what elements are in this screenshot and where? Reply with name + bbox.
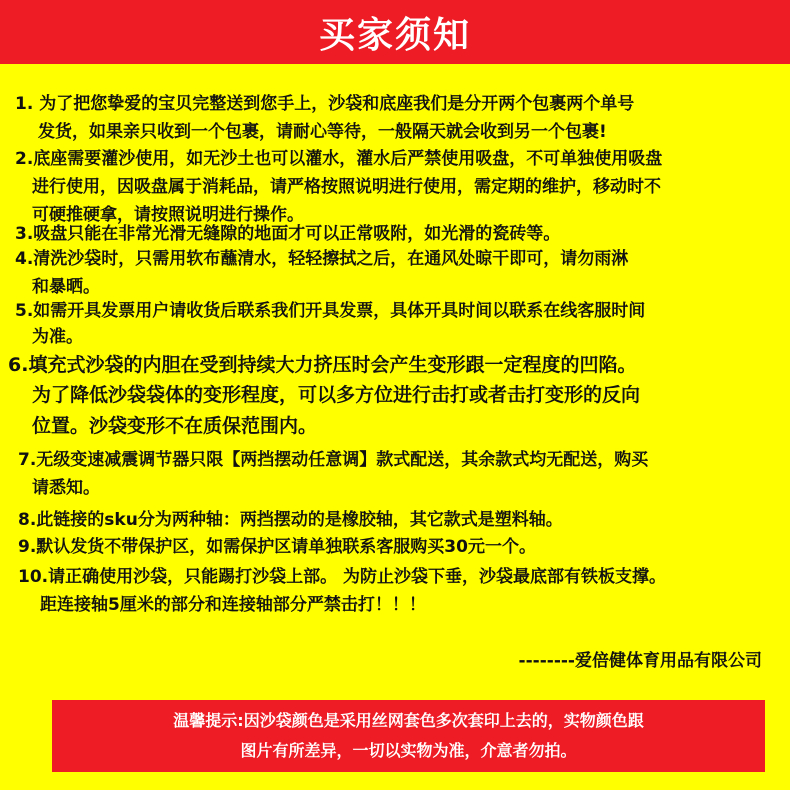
notice-line: 为了降低沙袋袋体的变形程度，可以多方位进行击打或者击打变形的反向 — [32, 384, 641, 406]
notice-line: 8.此链接的sku分为两种轴：两挡摆动的是橡胶轴，其它款式是塑料轴。 — [18, 510, 563, 530]
notice-line: 6.填充式沙袋的内胆在受到持续大力挤压时会产生变形跟一定程度的凹陷。 — [8, 354, 637, 376]
notice-line: 3.吸盘只能在非常光滑无缝隙的地面才可以正常吸附，如光滑的瓷砖等。 — [15, 224, 561, 244]
notice-line: 9.默认发货不带保护区，如需保护区请单独联系客服购买30元一个。 — [18, 537, 536, 557]
notice-line: 可硬推硬拿，请按照说明进行操作。 — [32, 205, 304, 225]
notice-line: 位置。沙袋变形不在质保范围内。 — [32, 415, 318, 437]
tip-line-1: 温馨提示:因沙袋颜色是采用丝网套色多次套印上去的，实物颜色跟 — [173, 711, 644, 730]
tip-line-2: 图片有所差异，一切以实物为准，介意者勿拍。 — [240, 741, 577, 760]
notice-line: 4.清洗沙袋时，只需用软布蘸清水，轻轻擦拭之后，在通风处晾干即可，请勿雨淋 — [15, 249, 629, 269]
notice-line: 和暴晒。 — [32, 277, 100, 297]
header-banner — [0, 0, 790, 64]
notice-line: 7.无级变速减震调节器只限【两挡摆动任意调】款式配送，其余款式均无配送，购买 — [18, 450, 649, 470]
company-signature: --------爱倍健体育用品有限公司 — [518, 651, 762, 671]
warm-tip-box — [52, 700, 765, 772]
notice-line: 5.如需开具发票用户请收货后联系我们开具发票，具体开具时间以联系在线客服时间 — [15, 301, 646, 321]
notice-line: 请悉知。 — [32, 478, 100, 498]
page-title: 买家须知 — [318, 14, 471, 56]
notice-line: 1. 为了把您挚爱的宝贝完整送到您手上，沙袋和底座我们是分开两个包裹两个单号 — [15, 94, 635, 114]
notice-line: 为准。 — [32, 327, 83, 347]
notice-line: 距连接轴5厘米的部分和连接轴部分严禁击打！！！ — [40, 595, 426, 615]
notice-line: 10.请正确使用沙袋，只能踢打沙袋上部。 为防止沙袋下垂，沙袋最底部有铁板支撑。 — [18, 567, 667, 587]
notice-line: 2.底座需要灌沙使用，如无沙土也可以灌水，灌水后严禁使用吸盘，不可单独使用吸盘 — [15, 149, 663, 169]
notice-line: 进行使用，因吸盘属于消耗品，请严格按照说明进行使用，需定期的维护，移动时不 — [32, 177, 661, 197]
notice-line: 发货，如果亲只收到一个包裹，请耐心等待，一般隔天就会收到另一个包裹! — [38, 122, 607, 142]
